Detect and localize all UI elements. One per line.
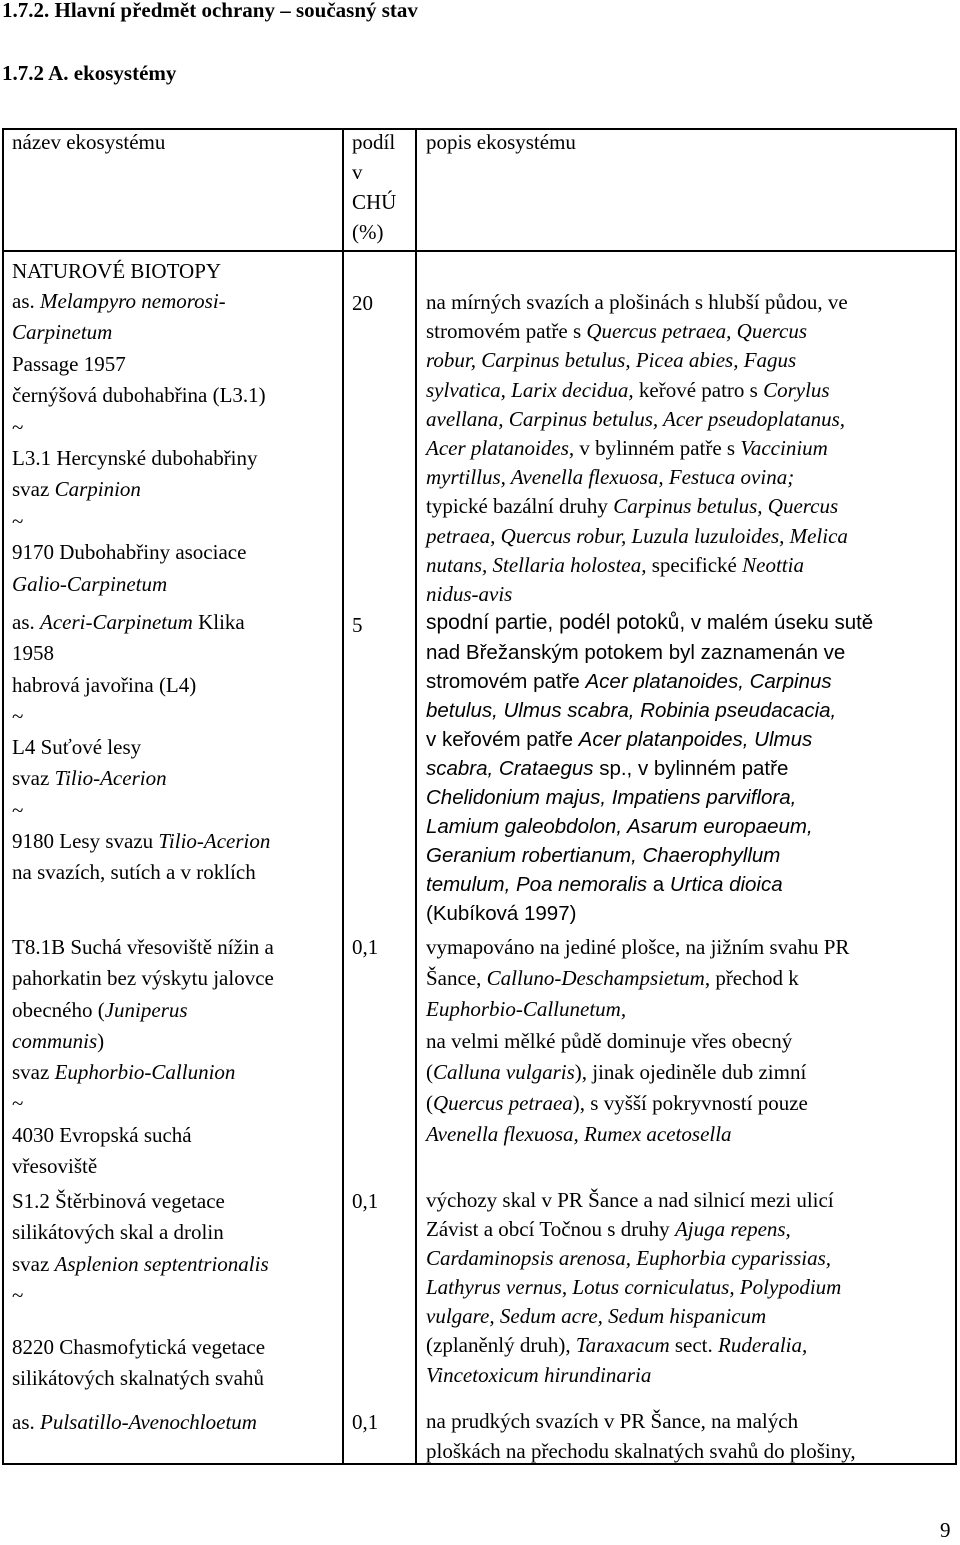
section-heading: 1.7.2. Hlavní předmět ochrany – současný stav	[2, 0, 418, 22]
italic-text: sylvatica, Larix decidua,	[426, 377, 634, 402]
text-segment: svaz	[12, 1251, 55, 1276]
italic-text: Ruderalia,	[718, 1333, 808, 1358]
text-line	[426, 1273, 841, 1302]
text-segment: obecného (	[12, 997, 105, 1022]
italic-text: robur, Carpinus betulus, Picea abies, Fagus	[426, 348, 797, 373]
text-segment: silikátových skalnatých svahů	[12, 1366, 264, 1391]
text-line	[12, 1407, 257, 1437]
italic-text: Avenella flexuosa, Rumex acetosella	[426, 1122, 732, 1147]
italic-text: myrtillus, Avenella flexuosa, Festuca ovina;	[426, 465, 795, 490]
text-line	[12, 1332, 269, 1363]
italic-text: Galio-Carpinetum	[12, 571, 168, 596]
italic-text: Tilio-Acerion	[158, 829, 271, 854]
text-line	[12, 732, 270, 763]
text-line	[426, 405, 848, 434]
italic-text: Chelidonium majus, Impatiens parviflora,	[426, 786, 797, 809]
text-segment: 9180 Lesy svazu	[12, 829, 159, 854]
text-line	[12, 1311, 269, 1332]
text-line	[12, 1057, 274, 1088]
italic-text: Aceri-Carpinetum	[40, 610, 193, 634]
text-line	[12, 995, 274, 1026]
italic-text: Euphorbio-Callunetum,	[426, 997, 627, 1022]
italic-text: nutans, Stellaria holostea,	[426, 552, 647, 577]
text-line	[426, 754, 873, 783]
text-segment: svaz	[12, 477, 55, 502]
italic-text: Pulsatillo-Avenochloetum	[40, 1410, 257, 1434]
text-segment: 9170 Dubohabřiny asociace	[12, 540, 247, 565]
italic-text: Cardaminopsis arenosa, Euphorbia cyparissias,	[426, 1246, 832, 1271]
col-share-header-line: podíl	[352, 130, 396, 154]
text-line	[12, 1249, 269, 1280]
text-segment: ), jinak ojediněle dub zimní	[574, 1059, 807, 1084]
text-line	[12, 1186, 269, 1217]
text-segment: as.	[12, 289, 40, 313]
text-segment: 4030 Evropská suchá	[12, 1122, 192, 1147]
text-segment: (Kubíková 1997)	[426, 902, 577, 925]
text-segment: 1958	[12, 641, 54, 666]
text-line	[12, 795, 270, 826]
text-segment: 8220 Chasmofytická vegetace	[12, 1335, 266, 1360]
italic-text: Acer platanoides,	[426, 436, 575, 461]
text-segment: ), s vyšší pokryvností pouze	[572, 1091, 808, 1116]
text-line	[426, 841, 873, 870]
italic-text: Acer platanpoides, Ulmus	[578, 728, 813, 751]
text-line	[426, 725, 873, 754]
italic-text: Geranium robertianum, Chaerophyllum	[426, 844, 781, 867]
text-line	[426, 551, 848, 580]
text-line	[426, 1088, 849, 1119]
text-line	[426, 994, 849, 1025]
italic-text: Tilio-Acerion	[54, 766, 167, 791]
text-line	[426, 434, 848, 463]
italic-text: communis	[12, 1028, 98, 1053]
text-segment: specifické	[646, 552, 743, 577]
text-segment: ~	[12, 703, 24, 728]
text-segment: Klika	[192, 610, 245, 634]
text-segment: sp., v bylinném patře	[593, 757, 789, 780]
text-line	[12, 1363, 269, 1394]
row-3-share: 0,1	[352, 935, 379, 959]
text-line	[426, 1407, 856, 1437]
text-line	[426, 932, 849, 963]
row-2-share: 5	[352, 613, 363, 637]
italic-text: Carpinion	[54, 477, 141, 502]
text-line	[12, 1026, 274, 1057]
text-line	[426, 1026, 849, 1057]
text-segment: a	[647, 873, 670, 896]
text-line	[12, 1280, 269, 1311]
row-4-name	[12, 1186, 269, 1395]
text-line	[12, 569, 266, 600]
text-line	[12, 286, 266, 317]
text-segment: silikátových skal a drolin	[12, 1220, 224, 1245]
italic-text: Quercus petraea, Quercus	[586, 319, 808, 344]
text-segment: S1.2 Štěrbinová vegetace	[12, 1189, 225, 1213]
text-line	[426, 1186, 841, 1215]
italic-text: Calluna vulgaris	[433, 1059, 575, 1084]
row-1-share: 20	[352, 291, 373, 315]
text-segment: svaz	[12, 766, 55, 791]
italic-text: Taraxacum	[575, 1333, 670, 1358]
text-segment: ~	[12, 1091, 24, 1116]
text-segment: výchozy skal v PR Šance a nad silnicí mezi ulicí	[426, 1188, 834, 1212]
text-line	[12, 506, 266, 537]
col-share-header-line: CHÚ	[352, 190, 397, 214]
group-header: NATUROVÉ BIOTOPY	[12, 259, 222, 283]
row-2-desc	[426, 608, 873, 928]
text-segment: svaz	[12, 1060, 55, 1085]
text-line	[426, 1361, 841, 1390]
table-divider-2	[415, 128, 417, 1465]
text-segment: L4 Suťové lesy	[12, 735, 142, 760]
header-border	[2, 250, 957, 252]
text-segment: v bylinném patře s	[574, 436, 741, 461]
text-line	[426, 1215, 841, 1244]
col-desc-header: popis ekosystému	[426, 130, 576, 154]
italic-text: Carpinus betulus, Quercus	[613, 494, 839, 519]
italic-text: Ajuga repens,	[674, 1217, 791, 1242]
text-segment: as.	[12, 610, 40, 634]
row-2-desc-lines	[426, 611, 873, 928]
table-border-left	[2, 128, 4, 1465]
text-segment: (zplaněnlý druh),	[426, 1333, 576, 1358]
text-line	[12, 317, 266, 348]
text-line	[426, 1119, 849, 1150]
text-line	[12, 963, 274, 994]
page-number: 9	[940, 1518, 951, 1542]
text-segment: Passage 1957	[12, 351, 126, 376]
text-segment: ploškách na přechodu skalnatých svahů do plošiny,	[426, 1438, 856, 1463]
text-segment: v malém úseku sutě	[685, 611, 874, 634]
table-divider-1	[342, 128, 344, 1465]
text-line	[426, 580, 848, 609]
text-line	[12, 763, 270, 794]
text-segment: na prudkých svazích v PR Šance, na malých	[426, 1409, 799, 1433]
text-segment: Závist a obcí Točnou s druhy	[426, 1217, 675, 1242]
text-segment: )	[97, 1028, 105, 1053]
italic-text: nidus-avis	[426, 582, 513, 607]
row-2-desc-first	[426, 611, 685, 634]
text-segment: habrová javořina (L4)	[12, 672, 197, 697]
italic-text: Neottia	[742, 552, 804, 577]
italic-text: Carpinetum	[12, 320, 113, 345]
row-4-share: 0,1	[352, 1189, 379, 1213]
text-segment: (	[426, 1091, 433, 1116]
text-line	[12, 1151, 274, 1182]
text-line	[426, 317, 848, 346]
text-line	[426, 346, 848, 375]
text-segment: na svazích, sutích a v roklích	[12, 860, 256, 885]
text-line	[12, 701, 270, 732]
text-segment: L3.1 Hercynské dubohabřiny	[12, 446, 258, 471]
row-1-desc	[426, 288, 848, 609]
text-segment: na velmi mělké půdě dominuje vřes obecný	[426, 1028, 793, 1053]
table-border-right	[955, 128, 957, 1465]
row-3-desc	[426, 932, 849, 1150]
italic-text: betulus, Ulmus scabra, Robinia pseudacacia,	[426, 699, 837, 722]
row-5-name	[12, 1407, 257, 1437]
text-segment: as.	[12, 1410, 40, 1434]
text-segment: ~	[12, 1282, 24, 1307]
italic-text: temulum, Poa nemoralis	[426, 873, 648, 896]
text-line	[426, 870, 873, 899]
text-line	[12, 932, 274, 963]
text-line	[426, 963, 849, 994]
text-line	[12, 826, 270, 857]
row-3-name	[12, 932, 274, 1182]
text-line	[426, 783, 873, 812]
text-line	[426, 492, 848, 521]
italic-text: scabra, Crataegus	[426, 757, 594, 780]
text-segment: v keřovém patře	[426, 728, 579, 751]
row-5-desc	[426, 1407, 856, 1466]
text-line	[426, 463, 848, 492]
italic-text: Melampyro nemorosi-	[40, 289, 226, 313]
text-line	[426, 1302, 841, 1331]
text-segment: stromovém patře s	[426, 319, 587, 344]
text-segment: T8.1B Suchá vřesoviště nížin a	[12, 935, 274, 959]
italic-text: Lathyrus vernus, Lotus corniculatus, Polypodium	[426, 1275, 842, 1300]
text-segment: ~	[12, 414, 24, 439]
subsection-heading: 1.7.2 A. ekosystémy	[2, 61, 177, 85]
text-line	[426, 1437, 856, 1467]
text-line	[426, 1057, 849, 1088]
row-1-name	[12, 286, 266, 600]
italic-text: Acer platanoides, Carpinus	[585, 670, 832, 693]
row-2-name	[12, 607, 270, 889]
text-line	[426, 667, 873, 696]
italic-text: Vaccinium	[740, 436, 828, 461]
text-line	[12, 380, 266, 411]
text-line	[12, 1217, 269, 1248]
text-line	[426, 638, 873, 667]
col-share-header	[352, 127, 396, 247]
text-segment: (	[426, 1059, 433, 1084]
italic-text: Lamium galeobdolon, Asarum europaeum,	[426, 815, 813, 838]
text-line	[426, 288, 848, 317]
text-line	[12, 537, 266, 568]
text-line	[12, 1088, 274, 1119]
row-4-desc	[426, 1186, 841, 1390]
text-segment: ~	[12, 797, 24, 822]
italic-text: petraea, Quercus robur, Luzula luzuloides, Melica	[426, 523, 848, 548]
text-segment: spodní partie, podél potoků,	[426, 611, 686, 634]
italic-text: Euphorbio-Callunion	[54, 1060, 236, 1085]
text-line	[12, 1120, 274, 1151]
text-segment: vřesoviště	[12, 1154, 98, 1179]
italic-text: Juniperus	[104, 997, 188, 1022]
italic-text: avellana, Carpinus betulus, Acer pseudoplatanus,	[426, 406, 846, 431]
text-segment: pahorkatin bez výskytu jalovce	[12, 966, 274, 991]
text-line	[12, 857, 270, 888]
text-segment: vymapováno na jediné plošce, na jižním svahu PR	[426, 935, 850, 959]
text-segment: typické bazální druhy	[426, 494, 614, 519]
text-line	[426, 522, 848, 551]
text-line	[12, 349, 266, 380]
text-line	[12, 443, 266, 474]
italic-text: Vincetoxicum hirundinaria	[426, 1362, 652, 1387]
text-segment: nad Břežanským potokem byl zaznamenán ve	[426, 641, 846, 664]
text-line	[426, 1244, 841, 1273]
text-segment: černýšová dubohabřina (L3.1)	[12, 383, 266, 408]
italic-text: Urtica dioica	[669, 873, 783, 896]
text-line	[12, 474, 266, 505]
text-line	[426, 899, 873, 928]
col-share-header-line: (%)	[352, 220, 384, 244]
text-line	[12, 638, 270, 669]
italic-text: Asplenion septentrionalis	[54, 1251, 269, 1276]
text-segment: na mírných svazích a plošinách s hlubší půdou, ve	[426, 290, 848, 314]
col-name-header: název ekosystému	[12, 130, 166, 154]
text-segment: ~	[12, 508, 24, 533]
text-segment: stromovém patře	[426, 670, 586, 693]
text-line	[426, 1331, 841, 1360]
italic-text: Quercus petraea	[433, 1091, 573, 1116]
text-segment: sect.	[669, 1333, 719, 1358]
text-line	[426, 812, 873, 841]
text-segment: Šance,	[426, 966, 487, 991]
text-line	[12, 670, 270, 701]
italic-text: vulgare, Sedum acre, Sedum hispanicum	[426, 1304, 767, 1329]
row-5-share: 0,1	[352, 1410, 379, 1434]
text-line	[426, 376, 848, 405]
text-segment: , přechod k	[704, 966, 799, 991]
text-line	[12, 607, 270, 638]
col-share-header-line: v	[352, 160, 363, 184]
text-line	[426, 696, 873, 725]
italic-text: Calluno-Deschampsietum	[486, 966, 705, 991]
text-segment: keřové patro s	[633, 377, 764, 402]
italic-text: Corylus	[763, 377, 830, 402]
text-line	[12, 412, 266, 443]
